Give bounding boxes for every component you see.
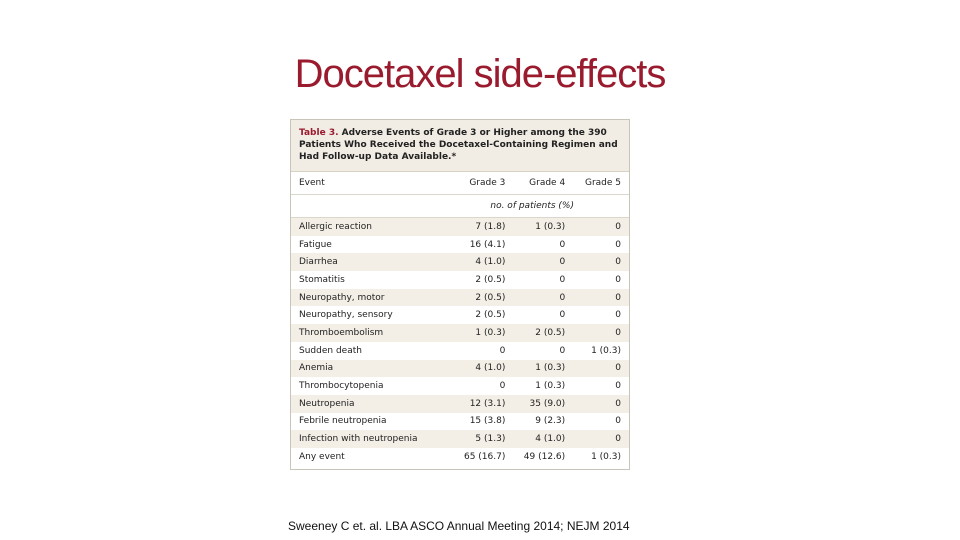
grade-3-cell: 4 (1.0)	[475, 363, 506, 374]
grade-3-cell: 2 (0.5)	[475, 310, 506, 321]
grade-4-cell: 0	[559, 345, 566, 356]
grade-5-cell: 1 (0.3)	[591, 451, 621, 462]
event-cell: Fatigue	[299, 239, 332, 250]
grade-4-cell: 0	[559, 274, 566, 285]
grade-3-cell: 65 (16.7)	[463, 451, 506, 462]
grade-5-cell: 0	[615, 327, 621, 338]
grade-5-cell: 0	[615, 239, 621, 250]
grade-5-cell: 0	[615, 257, 621, 268]
column-header-grade-3: Grade 3	[469, 178, 506, 188]
grade-3-cell: 16 (4.1)	[469, 239, 506, 250]
event-cell: Sudden death	[299, 345, 362, 356]
grade-3-cell: 5 (1.3)	[475, 434, 506, 445]
grade-5-cell: 0	[615, 363, 621, 374]
citation: Sweeney C et. al. LBA ASCO Annual Meeting 2014; NEJM 2014	[288, 519, 630, 533]
grade-3-cell: 0	[499, 345, 506, 356]
grade-4-cell: 35 (9.0)	[529, 398, 566, 409]
event-cell: Febrile neutropenia	[299, 416, 387, 427]
grade-5-cell: 0	[615, 292, 621, 303]
table-row	[291, 430, 629, 448]
grade-3-cell: 4 (1.0)	[475, 257, 506, 268]
grade-3-cell: 2 (0.5)	[475, 292, 506, 303]
table-row	[291, 271, 629, 289]
grade-5-cell: 0	[615, 221, 621, 232]
grade-5-cell: 0	[615, 310, 621, 321]
table-row	[291, 395, 629, 413]
table-row	[291, 360, 629, 378]
event-cell: Thromboembolism	[299, 327, 384, 338]
table-row	[291, 324, 629, 342]
grade-4-cell: 0	[559, 310, 566, 321]
grade-3-cell: 1 (0.3)	[475, 327, 506, 338]
table-caption-text: Adverse Events of Grade 3 or Higher among the 390 Patients Who Received the Docetaxel-Containing Regimen and Had Follow-up Data Available.*	[299, 128, 618, 162]
column-header-grade-4: Grade 4	[529, 178, 566, 188]
grade-4-cell: 0	[559, 257, 566, 268]
event-cell: Any event	[299, 451, 345, 462]
grade-3-cell: 0	[499, 381, 506, 392]
grade-3-cell: 15 (3.8)	[469, 416, 506, 427]
table-row	[291, 306, 629, 324]
table-body	[291, 218, 629, 466]
grade-4-cell: 0	[559, 292, 566, 303]
event-cell: Thrombocytopenia	[299, 381, 384, 392]
grade-4-cell: 0	[559, 239, 566, 250]
table-row	[291, 413, 629, 431]
event-cell: Allergic reaction	[299, 221, 373, 232]
grade-4-cell: 9 (2.3)	[535, 416, 566, 427]
table-row	[291, 448, 629, 466]
grade-4-cell: 1 (0.3)	[535, 363, 566, 374]
table-units: no. of patients (%)	[291, 195, 629, 218]
event-cell: Infection with neutropenia	[299, 434, 418, 445]
grade-4-cell: 2 (0.5)	[535, 327, 566, 338]
event-cell: Neutropenia	[299, 398, 355, 409]
grade-4-cell: 1 (0.3)	[535, 221, 566, 232]
grade-3-cell: 2 (0.5)	[475, 274, 506, 285]
event-cell: Diarrhea	[299, 257, 338, 268]
table-row	[291, 218, 629, 236]
table-row	[291, 289, 629, 307]
grade-5-cell: 0	[615, 416, 621, 427]
table-row	[291, 377, 629, 395]
grade-3-cell: 7 (1.8)	[475, 221, 506, 232]
event-cell: Neuropathy, sensory	[299, 310, 393, 321]
grade-4-cell: 4 (1.0)	[535, 434, 566, 445]
event-cell: Stomatitis	[299, 274, 345, 285]
slide-title: Docetaxel side-effects	[294, 52, 666, 96]
grade-5-cell: 0	[615, 381, 621, 392]
table-caption-label: Table 3.	[299, 128, 339, 138]
grade-5-cell: 0	[615, 434, 621, 445]
event-cell: Neuropathy, motor	[299, 292, 385, 303]
column-header-event: Event	[299, 178, 325, 188]
table-row	[291, 236, 629, 254]
table-row	[291, 342, 629, 360]
grade-3-cell: 12 (3.1)	[469, 398, 506, 409]
table-header-row	[291, 172, 629, 195]
grade-5-cell: 0	[615, 274, 621, 285]
grade-4-cell: 1 (0.3)	[535, 381, 566, 392]
table-row	[291, 253, 629, 271]
grade-4-cell: 49 (12.6)	[523, 451, 566, 462]
column-header-grade-5: Grade 5	[584, 178, 621, 188]
table-caption	[291, 120, 629, 172]
grade-5-cell: 0	[615, 398, 621, 409]
grade-5-cell: 1 (0.3)	[591, 345, 621, 356]
event-cell: Anemia	[299, 363, 334, 374]
adverse-events-table	[290, 119, 630, 470]
